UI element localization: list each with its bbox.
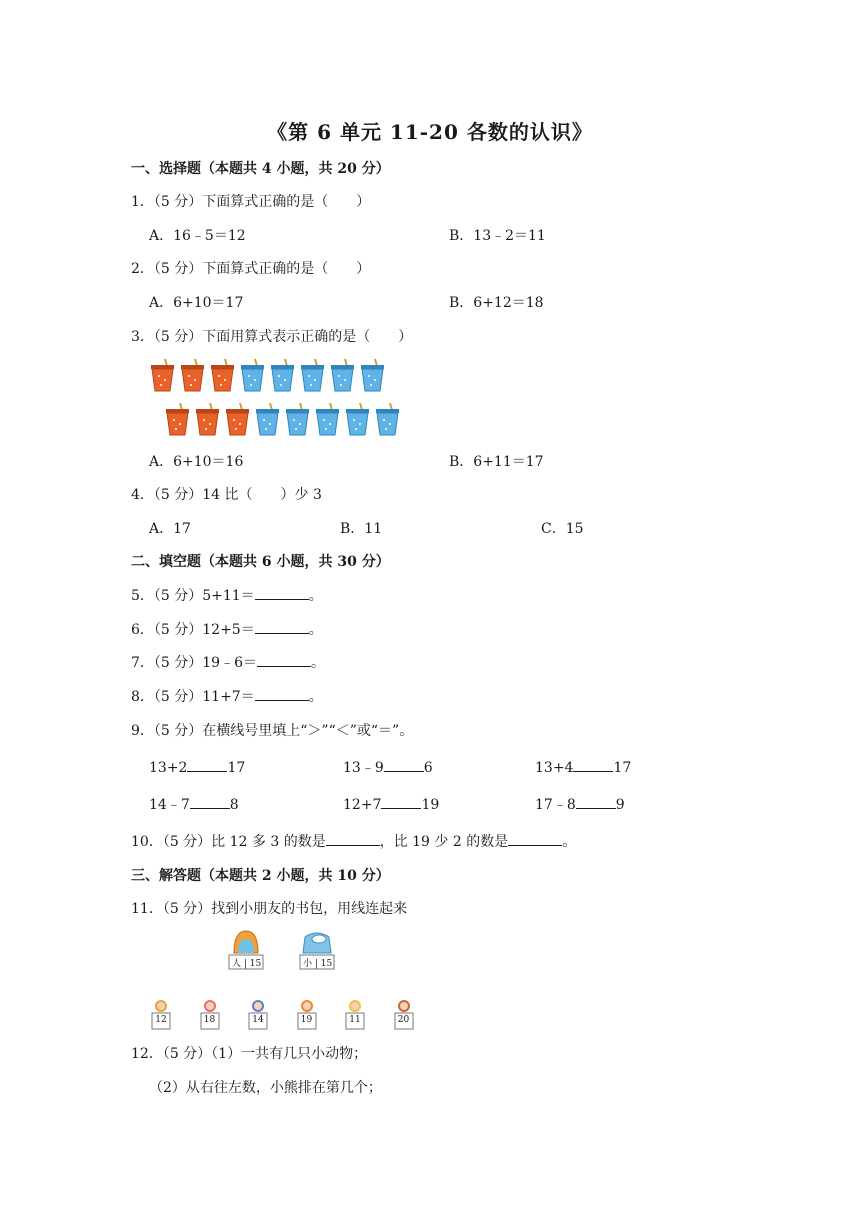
- cup-icon: [225, 402, 250, 436]
- question-2-option-b: B．6+12＝18: [449, 295, 544, 311]
- question-2-stem: 2．（5 分）下面算式正确的是（ ）: [131, 261, 371, 277]
- cup-icon: [300, 358, 325, 392]
- period: 。: [308, 622, 323, 638]
- answer-blank[interactable]: [257, 652, 311, 667]
- page-title: 《第 6 单元 11-20 各数的认识》: [267, 120, 593, 144]
- backpack-label: 小 | 15: [303, 959, 333, 969]
- question-10: [131, 831, 576, 851]
- question-4-option-a: A．17: [149, 521, 191, 537]
- question-3-stem: 3．（5 分）下面用算式表示正确的是（ ）: [131, 329, 413, 345]
- section-heading-choice: 一、选择题（本题共 4 小题，共 20 分）: [131, 161, 390, 177]
- answer-blank[interactable]: [255, 686, 309, 701]
- question-6-text: 6．（5 分）12+5＝: [131, 622, 255, 638]
- cup-icon: [270, 358, 295, 392]
- period: 。: [308, 689, 323, 705]
- question-3-option-a: A．6+10＝16: [149, 454, 244, 470]
- cup-icon: [150, 358, 175, 392]
- cups-row-2: [165, 402, 400, 436]
- compare-item: [149, 757, 245, 776]
- compare-blank[interactable]: [384, 757, 424, 772]
- compare-blank[interactable]: [573, 757, 613, 772]
- kid-figure: [344, 1000, 366, 1030]
- compare-left: 12+7: [343, 797, 382, 813]
- question-5-text: 5．（5 分）5+11＝: [131, 588, 255, 604]
- compare-left: 14﹣7: [149, 797, 190, 813]
- cup-icon: [360, 358, 385, 392]
- question-12-line-2: （2）从右往左数，小熊排在第几个；: [149, 1080, 382, 1096]
- period: 。: [308, 588, 323, 604]
- kid-number-label: 20: [397, 1015, 410, 1025]
- compare-blank[interactable]: [381, 794, 421, 809]
- question-1-stem: 1．（5 分）下面算式正确的是（ ）: [131, 194, 371, 210]
- compare-item: [535, 757, 631, 776]
- compare-blank[interactable]: [190, 794, 230, 809]
- question-4-option-b: B．11: [340, 521, 383, 537]
- cup-icon: [195, 402, 220, 436]
- compare-left: 17﹣8: [535, 797, 576, 813]
- compare-right: 19: [421, 797, 440, 813]
- compare-item: [343, 794, 439, 813]
- compare-right: 8: [229, 797, 239, 813]
- compare-right: 6: [423, 760, 433, 776]
- kid-number-label: 19: [300, 1015, 313, 1025]
- question-10-text-1: 10．（5 分）比 12 多 3 的数是: [131, 834, 326, 850]
- kid-figure: [150, 1000, 172, 1030]
- question-11-stem: 11．（5 分）找到小朋友的书包，用线连起来: [131, 901, 408, 917]
- cups-row-1: [150, 358, 385, 392]
- cup-icon: [240, 358, 265, 392]
- question-1-option-a: A．16﹣5＝12: [149, 228, 246, 244]
- cup-icon: [285, 402, 310, 436]
- period: 。: [562, 834, 577, 850]
- kid-number-label: 14: [252, 1015, 264, 1025]
- kid-number-label: 18: [203, 1015, 216, 1025]
- question-9-stem: 9．（5 分）在横线号里填上“＞”“＜”或“＝”。: [131, 723, 414, 739]
- kid-number-label: 12: [155, 1015, 167, 1025]
- cup-icon: [375, 402, 400, 436]
- answer-blank[interactable]: [326, 831, 380, 846]
- cup-icon: [330, 358, 355, 392]
- backpack-orange-image: [226, 927, 266, 971]
- kid-figure: [296, 1000, 318, 1030]
- backpack-blue-image: [297, 927, 337, 971]
- section-heading-fill: 二、填空题（本题共 6 小题，共 30 分）: [131, 554, 390, 570]
- kid-number-label: 11: [349, 1015, 361, 1025]
- question-12-line-1: 12．（5 分）（1）一共有几只小动物；: [131, 1046, 368, 1062]
- period: 。: [311, 655, 325, 671]
- cup-icon: [255, 402, 280, 436]
- question-3-option-b: B．6+11＝17: [449, 454, 544, 470]
- question-4-option-c: C．15: [541, 521, 584, 537]
- compare-item: [343, 757, 433, 777]
- question-2-option-a: A．6+10＝17: [149, 295, 244, 311]
- compare-item: [535, 794, 625, 814]
- compare-left: 13+2: [149, 760, 188, 776]
- cup-icon: [345, 402, 370, 436]
- cup-icon: [315, 402, 340, 436]
- compare-blank[interactable]: [576, 794, 616, 809]
- question-8: [131, 686, 323, 706]
- compare-item: [149, 794, 239, 814]
- answer-blank[interactable]: [508, 831, 562, 846]
- compare-right: 17: [613, 760, 632, 776]
- question-4-stem: 4．（5 分）14 比（ ）少 3: [131, 487, 322, 503]
- compare-right: 17: [227, 760, 246, 776]
- compare-left: 13+4: [535, 760, 574, 776]
- cup-icon: [165, 402, 190, 436]
- kid-figure: [247, 1000, 269, 1030]
- cup-icon: [180, 358, 205, 392]
- cup-icon: [210, 358, 235, 392]
- question-10-text-2: ，比 19 少 2 的数是: [379, 834, 509, 850]
- answer-blank[interactable]: [255, 619, 309, 634]
- compare-blank[interactable]: [187, 757, 227, 772]
- compare-left: 13﹣9: [343, 760, 384, 776]
- section-heading-answer: 三、解答题（本题共 2 小题，共 10 分）: [131, 868, 390, 884]
- answer-blank[interactable]: [255, 585, 309, 600]
- question-6: [131, 619, 323, 639]
- question-7-text: 7．（5 分）19﹣6＝: [131, 655, 257, 671]
- question-1-option-b: B．13﹣2＝11: [449, 228, 546, 244]
- question-8-text: 8．（5 分）11+7＝: [131, 689, 255, 705]
- kid-figure: [393, 1000, 415, 1030]
- backpack-label: 人 | 15: [232, 959, 262, 969]
- question-5: [131, 585, 323, 605]
- question-7: [131, 652, 325, 672]
- kid-figure: [199, 1000, 221, 1030]
- compare-right: 9: [615, 797, 625, 813]
